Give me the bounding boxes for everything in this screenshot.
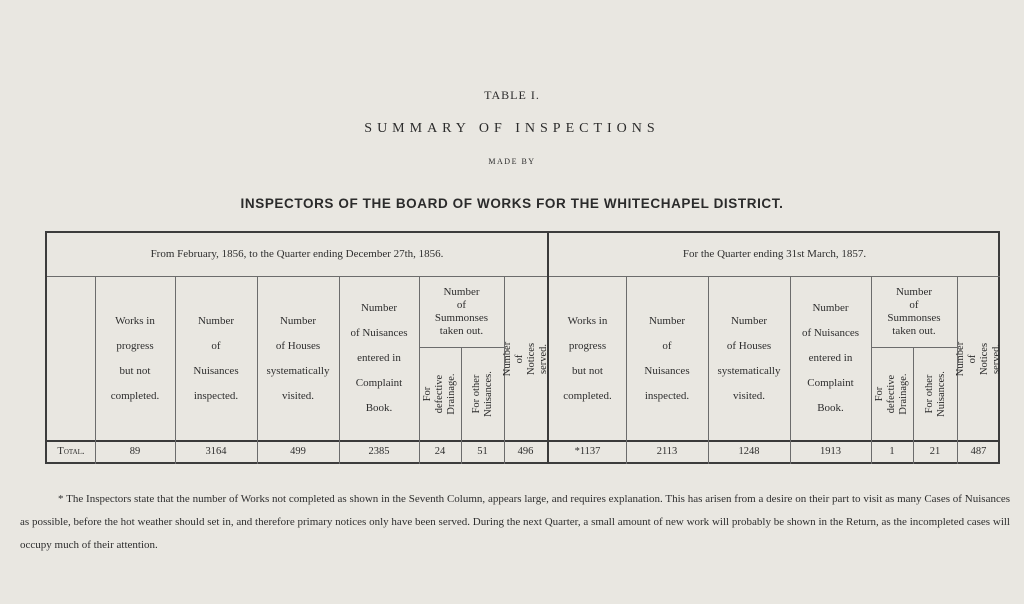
header-works-in-progress: Works in progress but not completed. (110, 314, 160, 402)
header-notices-served: Number of Notices served. (955, 341, 1002, 376)
total-cell: 2113 (656, 446, 678, 457)
header-defective-drainage: For defective Drainage. (422, 373, 457, 415)
total-cell: 89 (129, 446, 141, 457)
total-cell: 24 (434, 446, 446, 457)
header-complaint-book: Number of Nuisances entered in Complaint Book. (350, 302, 408, 414)
header-other-nuisances: For other Nuisances. (471, 371, 494, 417)
document-title: SUMMARY OF INSPECTIONS (364, 121, 660, 136)
header-houses-visited: Number of Houses systematically visited. (266, 314, 330, 402)
period-header-2: For the Quarter ending 31st March, 1857. (682, 248, 867, 260)
total-cell: 3164 (205, 446, 227, 457)
summary-table (45, 231, 1000, 464)
total-cell: 1248 (738, 446, 760, 457)
header-defective-drainage: For defective Drainage. (874, 373, 909, 415)
total-cell: 499 (290, 446, 306, 457)
made-by-line: MADE BY (488, 157, 536, 166)
total-cell: *1137 (574, 446, 601, 457)
header-houses-visited: Number of Houses systematically visited. (717, 314, 781, 402)
header-nuisances-inspected: Number of Nuisances inspected. (644, 314, 690, 402)
total-cell: 51 (477, 446, 488, 457)
document-subtitle: INSPECTORS OF THE BOARD OF WORKS FOR THE WHITECHAPEL DISTRICT. (240, 196, 784, 211)
header-works-in-progress: Works in progress but not completed. (563, 314, 612, 402)
header-summonses: Number of Summonses taken out. (434, 286, 489, 337)
table-number: TABLE I. (484, 88, 540, 102)
total-cell: 487 (970, 446, 987, 457)
total-cell: 1913 (820, 446, 841, 457)
footnote: * The Inspectors state that the number of Works not completed as shown in the Seventh Column, appears large, and requires explanation. This has arisen from a desire on their part to visit as many Cases of Nuisances as possible, before the hot weather should set in, and therefore primary notices only have been served. During the next Quarter, a small amount of new work will probably be shown in the Return, as the incompleted cases will occupy much of their attention. (20, 493, 1010, 551)
total-cell: 21 (929, 446, 941, 457)
period-header-1: From February, 1856, to the Quarter ending December 27th, 1856. (150, 248, 444, 260)
header-other-nuisances: For other Nuisances. (923, 371, 947, 417)
total-cell: 1 (889, 446, 895, 457)
total-cell: 2385 (368, 446, 390, 457)
header-nuisances-inspected: Number of Nuisances inspected. (193, 314, 239, 402)
total-cell: 496 (517, 446, 534, 457)
total-label: Total. (57, 446, 85, 457)
header-summonses: Number of Summonses taken out. (887, 286, 941, 337)
header-notices-served: Number of Notices served. (502, 341, 549, 376)
header-complaint-book: Number of Nuisances entered in Complaint Book. (801, 302, 860, 414)
